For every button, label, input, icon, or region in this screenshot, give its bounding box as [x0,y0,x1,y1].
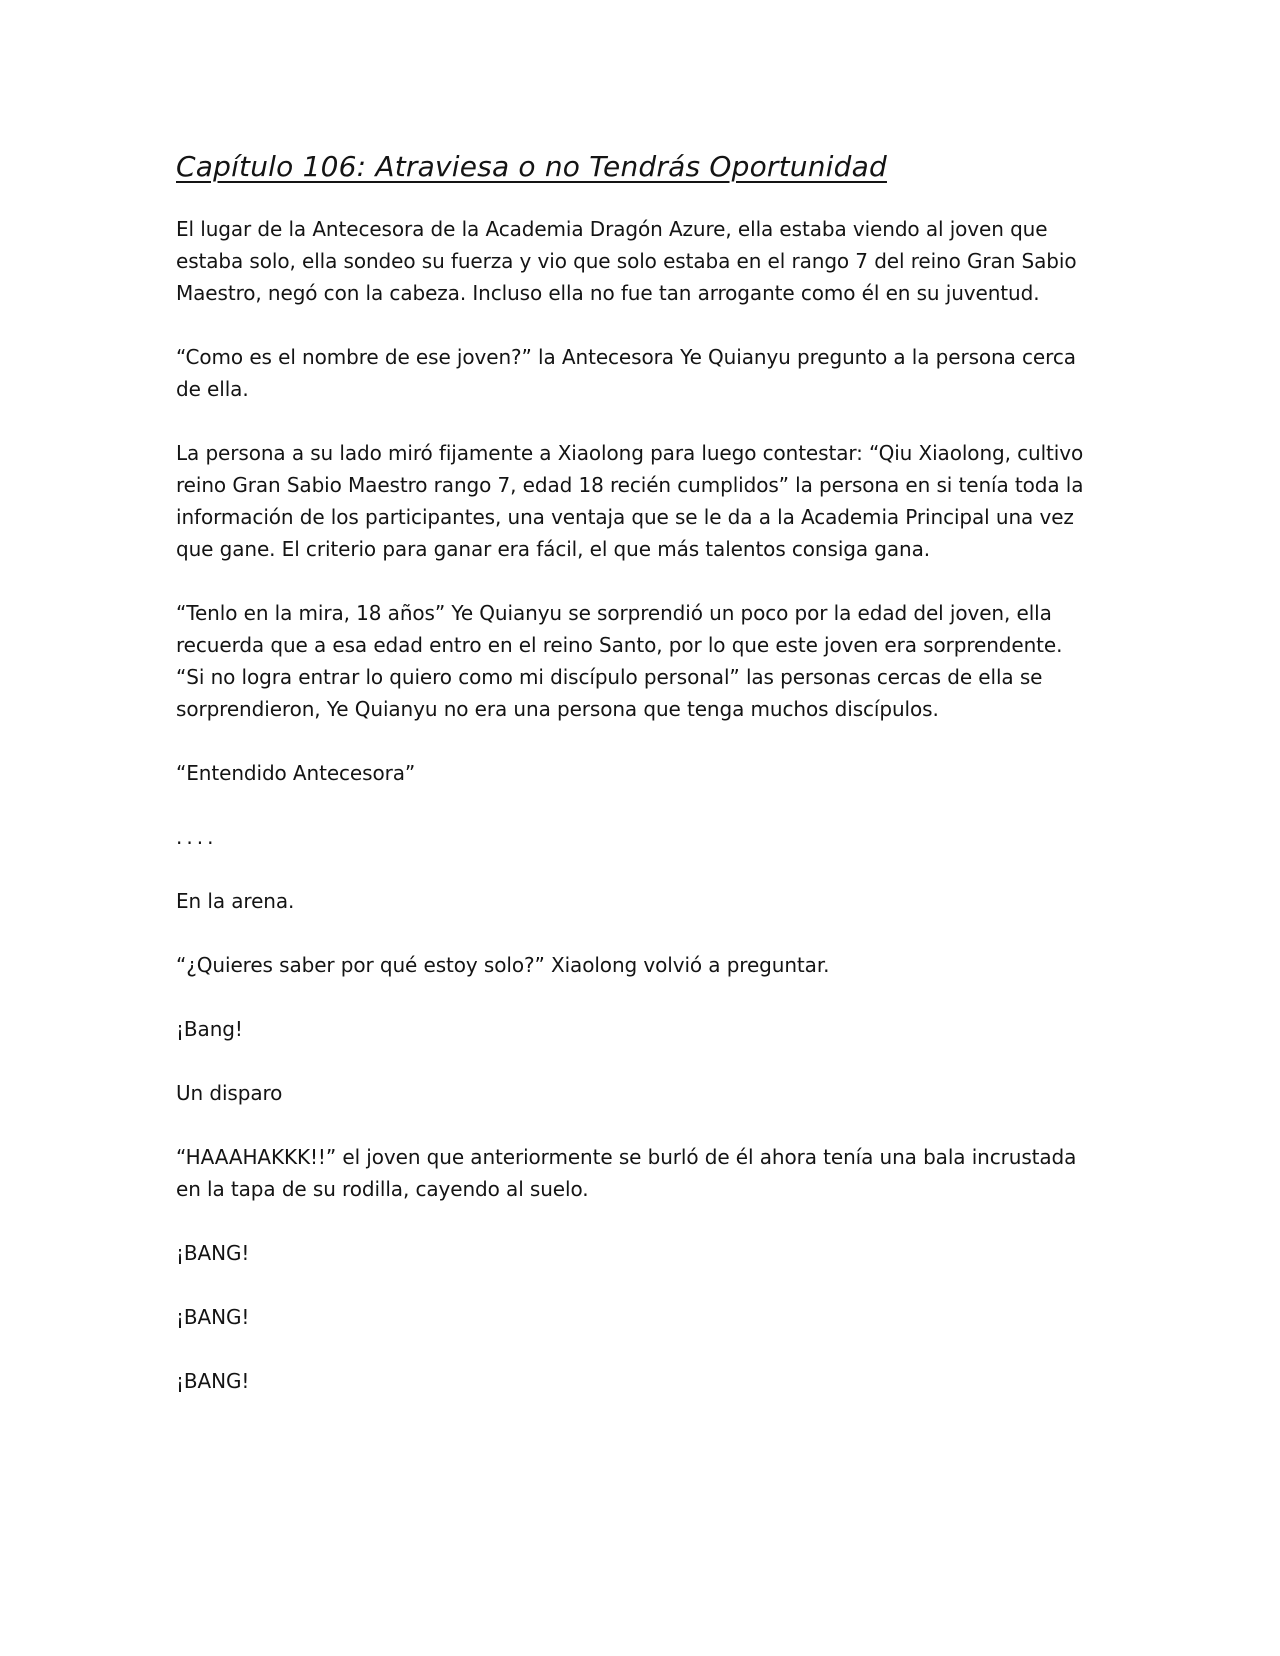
paragraph: “Entendido Antecesora” [176,761,416,785]
paragraph: “Como es el nombre de ese joven?” la Antecesora Ye Quianyu pregunto a la persona cerca de ella. [176,345,1076,401]
scene-break: .... [176,825,218,849]
paragraph: “HAAAHAKKK!!” el joven que anteriormente se burló de él ahora tenía una bala incrustada en la tapa de su rodilla, cayendo al suelo. [176,1145,1077,1201]
paragraph: La persona a su lado miró fijamente a Xiaolong para luego contestar: “Qiu Xiaolong, cultivo reino Gran Sabio Maestro rango 7, edad 18 recién cumplidos” la persona en si tenía toda la información de los participantes, una ventaja que se le da a la Academia Principal una vez que gane. El criterio para ganar era fácil, el que más talentos consiga gana. [176,441,1084,561]
chapter-title: Capítulo 106: Atraviesa o no Tendrás Oportunidad [176,150,887,183]
paragraph: ¡BANG! [176,1369,250,1393]
paragraph: ¡BANG! [176,1241,250,1265]
paragraph: ¡Bang! [176,1017,243,1041]
paragraph: En la arena. [176,889,295,913]
paragraph: Un disparo [176,1081,283,1105]
paragraph: “Tenlo en la mira, 18 años” Ye Quianyu se sorprendió un poco por la edad del joven, ella recuerda que a esa edad entro en el reino Santo, por lo que este joven era sorprendente. [176,601,1063,657]
paragraph: “¿Quieres saber por qué estoy solo?” Xiaolong volvió a preguntar. [176,953,830,977]
document-page [176,150,1106,1429]
paragraph: El lugar de la Antecesora de la Academia Dragón Azure, ella estaba viendo al joven que estaba solo, ella sondeo su fuerza y vio que solo estaba en el rango 7 del reino Gran Sabio Maestro, negó con la cabeza. Incluso ella no fue tan arrogante como él en su juventud. [176,217,1077,305]
paragraph: ¡BANG! [176,1305,250,1329]
paragraph: “Si no logra entrar lo quiero como mi discípulo personal” las personas cercas de ella se sorprendieron, Ye Quianyu no era una persona que tenga muchos discípulos. [176,665,1043,721]
